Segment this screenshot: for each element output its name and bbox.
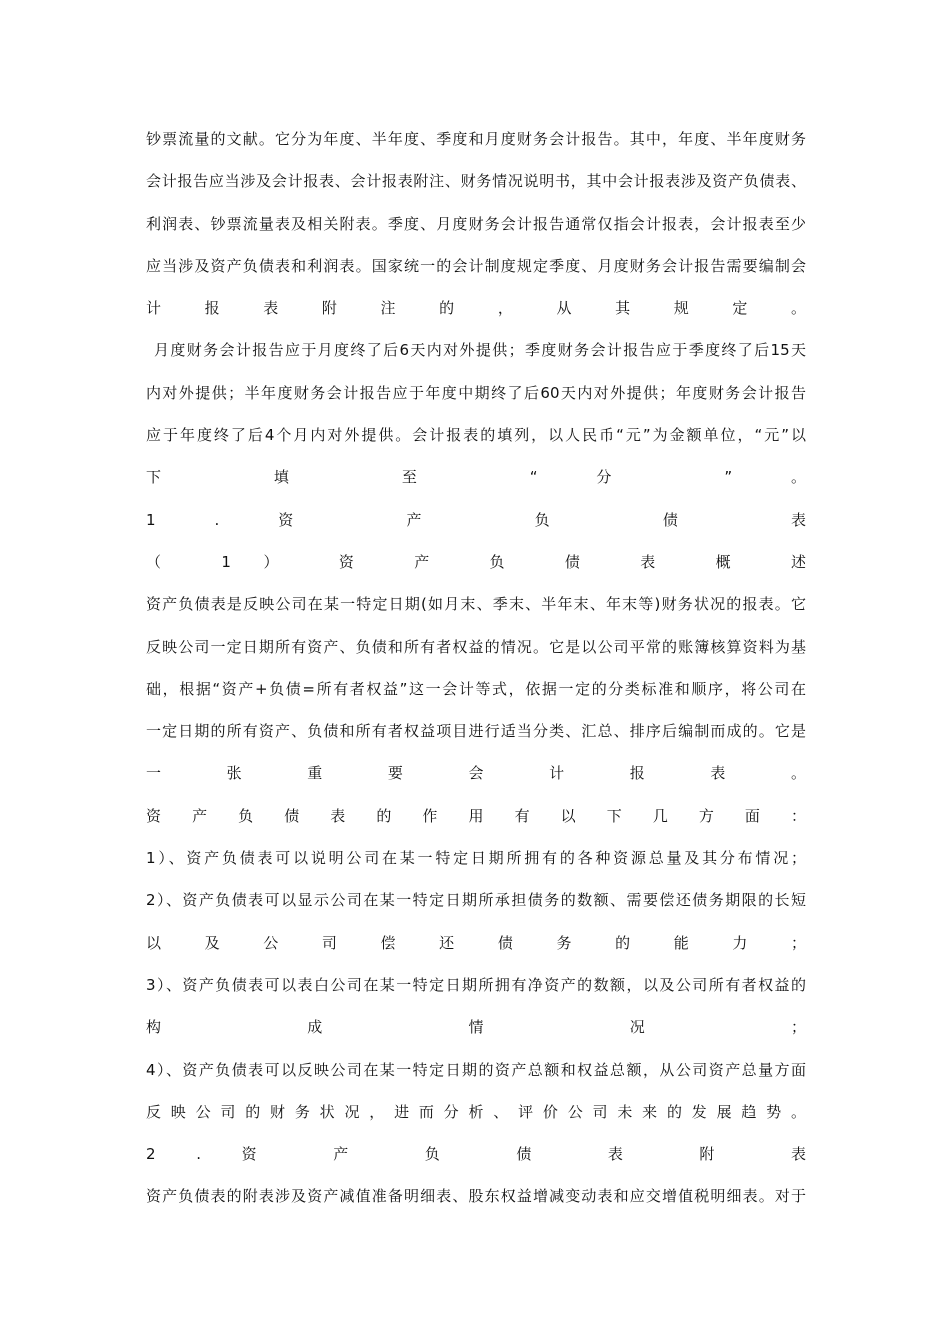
text-line: 一定日期的所有资产、负债和所有者权益项目进行适当分类、汇总、排序后编制而成的。它是	[146, 722, 806, 741]
text-line: 一 张 重 要 会 计 报 表 。	[146, 764, 806, 783]
text-line: 资 产 负 债 表 的 作 用 有 以 下 几 方 面 ：	[146, 806, 806, 825]
text-line: 应于年度终了后4个月内对外提供。会计报表的填列，以人民币“元”为金额单位，“元”以	[146, 426, 806, 445]
text-line: 反 映 公 司 的 财 务 状 况 ， 进 而 分 析 、 评 价 公 司 未 来 的 发 展 趋 势 。	[146, 1102, 806, 1121]
section-heading: 2 . 资 产 负 债 表 附 表	[146, 1145, 806, 1164]
text-line: 会计报告应当涉及会计报表、会计报表附注、财务情况说明书，其中会计报表涉及资产负债表、	[146, 172, 806, 191]
text-line: 资产负债表是反映公司在某一特定日期(如月末、季末、半年末、年末等)财务状况的报表。它	[146, 595, 806, 614]
list-item: 2）、资产负债表可以显示公司在某一特定日期所承担债务的数额、需要偿还债务期限的长短	[146, 891, 806, 910]
text-line: 应当涉及资产负债表和利润表。国家统一的会计制度规定季度、月度财务会计报告需要编制会	[146, 256, 806, 275]
text-line: 下 填 至 “ 分 ” 。	[146, 468, 806, 487]
text-line: 以 及 公 司 偿 还 债 务 的 能 力 ；	[146, 933, 806, 952]
text-line: 资产负债表的附表涉及资产减值准备明细表、股东权益增减变动表和应交增值税明细表。对于	[146, 1187, 806, 1206]
subsection-heading: （ 1 ） 资 产 负 债 表 概 述	[146, 552, 806, 571]
text-line: 月度财务会计报告应于月度终了后6天内对外提供；季度财务会计报告应于季度终了后15天	[154, 341, 806, 360]
section-heading: 1 . 资 产 负 债 表	[146, 510, 806, 529]
document-body	[146, 118, 806, 1218]
text-line: 反映公司一定日期所有资产、负债和所有者权益的情况。它是以公司平常的账簿核算资料为基	[146, 637, 806, 656]
text-line: 钞票流量的文献。它分为年度、半年度、季度和月度财务会计报告。其中，年度、半年度财务	[146, 130, 806, 148]
text-line: 内对外提供；半年度财务会计报告应于年度中期终了后60天内对外提供；年度财务会计报告	[146, 383, 806, 402]
text-line: 础，根据“资产+负债=所有者权益”这一会计等式，依据一定的分类标准和顺序，将公司在	[146, 679, 806, 698]
text-line: 利润表、钞票流量表及相关附表。季度、月度财务会计报告通常仅指会计报表，会计报表至少	[146, 214, 806, 233]
list-item: 1）、资产负债表可以说明公司在某一特定日期所拥有的各种资源总量及其分布情况；	[146, 849, 806, 868]
text-line: 构 成 情 况 ；	[146, 1018, 806, 1037]
text-line: 计 报 表 附 注 的 ， 从 其 规 定 。	[146, 299, 806, 318]
list-item: 4）、资产负债表可以反映公司在某一特定日期的资产总额和权益总额，从公司资产总量方面	[146, 1060, 806, 1079]
list-item: 3）、资产负债表可以表白公司在某一特定日期所拥有净资产的数额，以及公司所有者权益的	[146, 975, 806, 994]
